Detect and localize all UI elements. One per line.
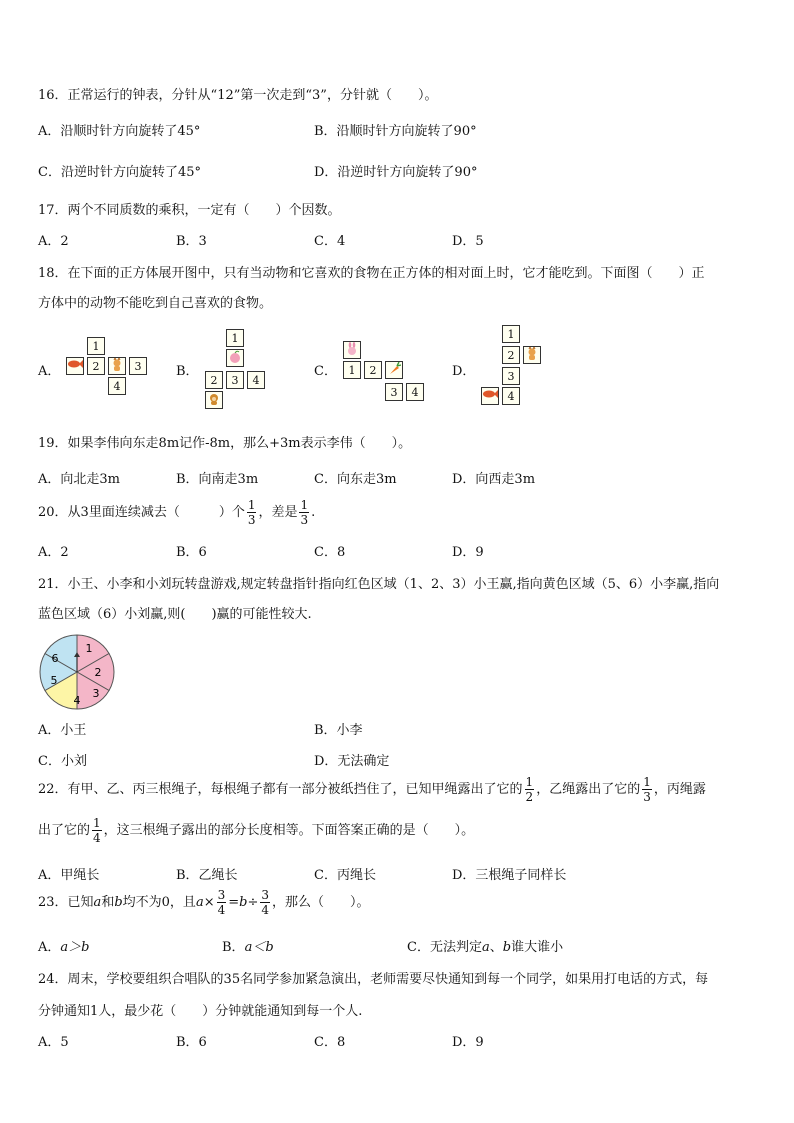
- q23-option-c[interactable]: [407, 936, 563, 955]
- q18-option-a[interactable]: A．: [38, 364, 61, 379]
- divide-sign: ÷: [247, 895, 259, 910]
- net-cell: 3: [502, 367, 520, 385]
- q22-stem-line2: [38, 817, 474, 844]
- net-cell: 1: [343, 361, 361, 379]
- variable-a: a: [481, 940, 490, 955]
- monkey-icon: [205, 391, 223, 409]
- net-cell: 1: [87, 337, 105, 355]
- option-expr: a＜b: [244, 940, 274, 955]
- net-cell: 3: [129, 357, 147, 375]
- q18-option-d[interactable]: D．: [452, 364, 476, 379]
- option-expr: a＞b: [60, 940, 90, 955]
- q17-option-c[interactable]: C．4: [314, 234, 346, 249]
- net-cell: 3: [385, 383, 403, 401]
- q23-text: ，那么（ ）。: [272, 895, 370, 910]
- q16-option-d[interactable]: D．沿逆时针方向旋转了90°: [314, 165, 478, 180]
- q20-option-c[interactable]: C．8: [314, 545, 346, 560]
- variable-b: b: [502, 940, 512, 955]
- q17-option-d[interactable]: D．5: [452, 234, 484, 249]
- spinner-label: 1: [85, 642, 93, 655]
- spinner-label: 6: [51, 652, 59, 665]
- q22-option-b[interactable]: B．乙绳长: [176, 868, 238, 883]
- q24-option-b[interactable]: B．6: [176, 1035, 207, 1050]
- spinner-label: 2: [94, 666, 102, 679]
- q19-stem: 19．如果李伟向东走8m记作-8m，那么+3m表示李伟（ ）。: [38, 436, 412, 451]
- fraction: $\frac{1}{2}$: [525, 775, 534, 804]
- q21-option-b[interactable]: B．小李: [314, 723, 363, 738]
- q23-option-a[interactable]: [38, 936, 89, 955]
- q21-option-c[interactable]: C．小刘: [38, 754, 87, 769]
- q24-stem-line1: 24．周末，学校要组织合唱队的35名同学参加紧急演出，老师需要尽快通知到每一个同学，如果用打电话的方式，每: [38, 972, 709, 987]
- q21-stem-line2: 蓝色区域（6）小刘赢,则( )赢的可能性较大.: [38, 607, 312, 622]
- q22-text: ，这三根绳子露出的部分长度相等。下面答案正确的是（ ）。: [103, 823, 475, 838]
- q23-text: 和: [101, 895, 115, 910]
- spinner-label: 3: [92, 687, 100, 700]
- equals-sign: =: [228, 895, 240, 910]
- q21-stem-line1: 21．小王、小李和小刘玩转盘游戏,规定转盘指针指向红色区域（1、2、3）小王赢,指向黄色区域（5、6）小李赢,指向: [38, 577, 720, 592]
- fraction: $\frac{1}{3}$: [247, 498, 256, 527]
- net-cell: 2: [205, 371, 223, 389]
- q21-option-a[interactable]: A．小王: [38, 723, 87, 738]
- net-cell: 2: [502, 346, 520, 364]
- cat-icon: [523, 346, 541, 364]
- net-cell: 4: [108, 377, 126, 395]
- q20-text-pre: 20．从3里面连续减去（ ）个: [38, 505, 245, 520]
- net-cell: 1: [502, 325, 520, 343]
- spinner-diagram: [37, 632, 117, 712]
- q20-option-d[interactable]: D．9: [452, 545, 484, 560]
- q16-stem: 16．正常运行的钟表，分针从“12”第一次走到“3”，分针就（ ）。: [38, 88, 438, 103]
- option-text: 谁大谁小: [511, 940, 564, 955]
- q22-text: ，丙绳露: [653, 782, 706, 797]
- q18-net-d: [481, 325, 551, 409]
- q16-option-c[interactable]: C．沿逆时针方向旋转了45°: [38, 165, 201, 180]
- option-label: C．无法判定: [407, 940, 482, 955]
- net-cell: 3: [226, 371, 244, 389]
- q23-text: 23．已知: [38, 895, 94, 910]
- q22-text: 22．有甲、乙、丙三根绳子，每根绳子都有一部分被纸挡住了，已知甲绳露出了它的: [38, 782, 523, 797]
- net-cell: 2: [364, 361, 382, 379]
- q23-text: 均不为0，且: [122, 895, 196, 910]
- q20-text-post: .: [311, 505, 316, 520]
- variable-a: a: [93, 895, 102, 910]
- fish-icon: [66, 357, 84, 375]
- peach-icon: [226, 349, 244, 367]
- variable-b: b: [114, 895, 123, 910]
- fraction: $\frac{1}{3}$: [643, 775, 651, 804]
- q22-option-d[interactable]: D．三根绳子同样长: [452, 868, 567, 883]
- cat-icon: [108, 357, 126, 375]
- net-cell: 4: [406, 383, 424, 401]
- q19-option-d[interactable]: D．向西走3m: [452, 472, 536, 487]
- q24-option-a[interactable]: A．5: [38, 1035, 69, 1050]
- fraction: $\frac{1}{4}$: [93, 816, 101, 845]
- rabbit-icon: [343, 341, 361, 359]
- fish-icon: [481, 387, 499, 405]
- variable-a: a: [195, 895, 204, 910]
- option-label: B．: [222, 940, 245, 955]
- q20-text-mid: ，差是: [258, 505, 298, 520]
- spinner-svg: [37, 632, 117, 712]
- q22-option-c[interactable]: C．丙绳长: [314, 868, 376, 883]
- q22-stem-line1: [38, 776, 706, 803]
- net-cell: 1: [226, 329, 244, 347]
- q19-option-b[interactable]: B．向南走3m: [176, 472, 259, 487]
- q18-net-c: [343, 341, 433, 405]
- q22-text: 出了它的: [38, 823, 91, 838]
- q18-option-c[interactable]: C．: [314, 364, 337, 379]
- q23-stem: [38, 889, 370, 916]
- net-cell: 4: [247, 371, 265, 389]
- option-label: A．: [38, 940, 61, 955]
- net-cell: 4: [502, 387, 520, 405]
- q17-option-a[interactable]: A．2: [38, 234, 69, 249]
- q19-option-a[interactable]: A．向北走3m: [38, 472, 120, 487]
- q17-option-b[interactable]: B．3: [176, 234, 207, 249]
- q21-option-d[interactable]: D．无法确定: [314, 754, 390, 769]
- q24-option-c[interactable]: C．8: [314, 1035, 346, 1050]
- q16-option-b[interactable]: B．沿顺时针方向旋转了90°: [314, 124, 477, 139]
- net-cell: 2: [87, 357, 105, 375]
- q18-option-b[interactable]: B．: [176, 364, 199, 379]
- fraction: $\frac{3}{4}$: [261, 888, 270, 917]
- q22-option-a[interactable]: A．甲绳长: [38, 868, 100, 883]
- q23-option-b[interactable]: [222, 936, 274, 955]
- spinner-label: 4: [73, 694, 81, 707]
- q19-option-c[interactable]: C．向东走3m: [314, 472, 397, 487]
- q20-option-b[interactable]: B．6: [176, 545, 207, 560]
- q18-stem-line1: 18．在下面的正方体展开图中，只有当动物和它喜欢的食物在正方体的相对面上时，它才能吃到。下面图（ ）正: [38, 266, 705, 281]
- times-sign: ×: [203, 895, 215, 910]
- q24-option-d[interactable]: D．9: [452, 1035, 484, 1050]
- q20-option-a[interactable]: A．2: [38, 545, 69, 560]
- spinner-label: 5: [50, 674, 58, 687]
- variable-b: b: [239, 895, 248, 910]
- q18-stem-line2: 方体中的动物不能吃到自己喜欢的食物。: [38, 296, 273, 311]
- q18-net-b: [205, 329, 275, 413]
- q24-stem-line2: 分钟通知1人，最少花（ ）分钟就能通知到每一个人.: [38, 1004, 363, 1019]
- fraction: $\frac{3}{4}$: [217, 888, 226, 917]
- fraction: $\frac{1}{3}$: [300, 498, 309, 527]
- q16-option-a[interactable]: A．沿顺时针方向旋转了45°: [38, 124, 201, 139]
- q22-text: ，乙绳露出了它的: [536, 782, 641, 797]
- option-text: 、: [489, 940, 503, 955]
- q17-stem: 17．两个不同质数的乘积，一定有（ ）个因数。: [38, 203, 341, 218]
- carrot-icon: [385, 361, 403, 379]
- q20-stem: [38, 499, 315, 526]
- q18-net-a: [66, 337, 156, 401]
